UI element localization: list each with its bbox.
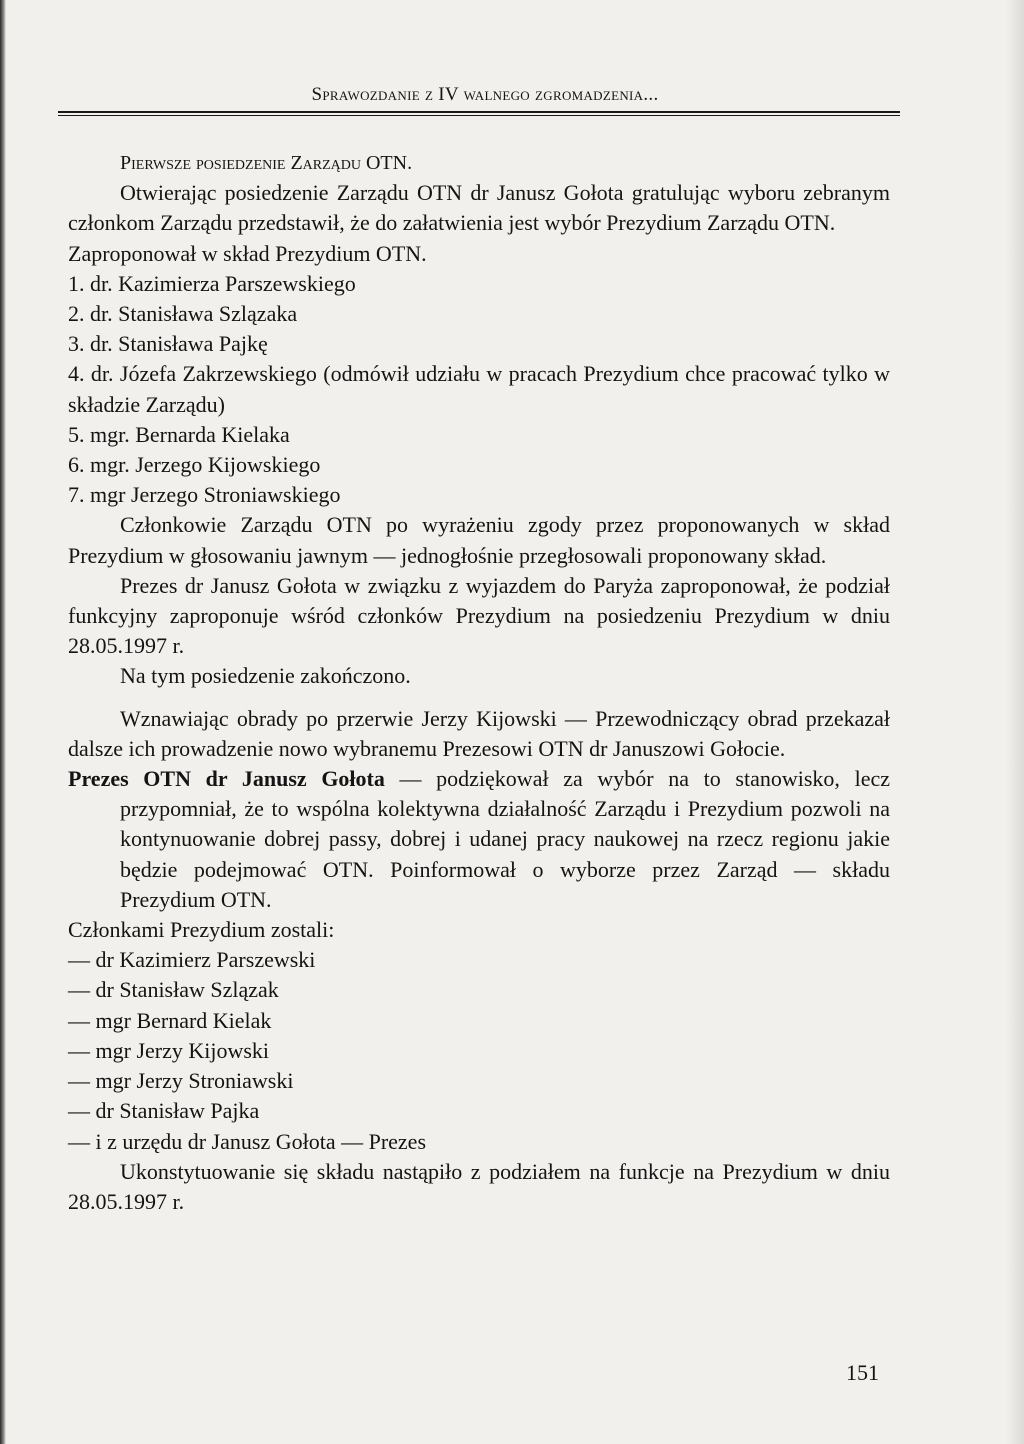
list-item: — mgr Jerzy Stroniawski	[68, 1068, 294, 1094]
final-paragraph: Ukonstytuowanie się składu nastąpiło z podziałem na funkcje na Prezydium w dniu 28.05.1997 r.	[68, 1158, 890, 1214]
resume-paragraph: Wznawiając obrady po przerwie Jerzy Kijowski — Przewodniczący obrad przekazał dalsze ich prowadzenie nowo wybranemu Prezesowi OTN dr Januszowi Gołocie.	[68, 705, 890, 761]
list-item: — i z urzędu dr Janusz Gołota — Prezes	[68, 1128, 427, 1154]
list-item: — dr Kazimierz Parszewski	[68, 947, 316, 973]
list-item: 2. dr. Stanisława Szlązaka	[68, 301, 298, 327]
section-title: Pierwsze posiedzenie Zarządu OTN.	[120, 152, 413, 174]
president-paragraph: Prezes dr Janusz Gołota w związku z wyjazdem do Paryża zaproponował, że podział funkcyjny zaproponuje wśród członków Prezydium na posiedzeniu Prezydium w dniu 28.05.1997 r.	[68, 572, 890, 659]
list-item: 5. mgr. Bernarda Kielaka	[68, 421, 290, 447]
page-header	[58, 84, 900, 116]
list-item: 7. mgr Jerzego Stroniawskiego	[68, 482, 341, 508]
president-name-bold: Prezes OTN dr Janusz Gołota	[68, 766, 385, 792]
thanks-text: — podziękował za wybór na to stanowisko, lecz przypomniał, że to wspólna kolektywna działalność Zarządu i Prezydium pozwoli na kontynuowanie dobrej passy, dobrej i udanej pracy naukowej na rzecz regionu jakie będzie podejmować OTN. Poinformował o wyborze przez Zarząd — składu Prezydium OTN.	[120, 766, 890, 912]
thanks-paragraph	[68, 764, 890, 915]
members-intro: Członkami Prezydium zostali:	[68, 917, 335, 943]
header-rule	[58, 111, 900, 116]
list-item: — mgr Jerzy Kijowski	[68, 1037, 270, 1063]
opening-paragraph: Otwierając posiedzenie Zarządu OTN dr Janusz Gołota gratulując wyboru zebranym członkom Zarządu przedstawił, że do załatwienia jest wybór Prezydium Zarządu OTN.	[68, 180, 890, 236]
proposal-line: Zaproponował w skład Prezydium OTN.	[68, 240, 427, 266]
list-item: 3. dr. Stanisława Pajkę	[68, 331, 268, 357]
page-body	[68, 148, 890, 1217]
list-item: — mgr Bernard Kielak	[68, 1007, 272, 1033]
page-edge-shadow-right	[1006, 0, 1024, 1444]
list-item: 1. dr. Kazimierza Parszewskiego	[68, 270, 356, 296]
page-number: 151	[846, 1360, 879, 1385]
list-item: — dr Stanisław Pajka	[68, 1098, 260, 1124]
elected-members-list	[68, 945, 890, 1156]
closing-line: Na tym posiedzenie zakończono.	[120, 663, 411, 689]
list-item: 4. dr. Józefa Zakrzewskiego (odmówił udziału w pracach Prezydium chce pracować tylko w składzie Zarządu)	[68, 361, 890, 417]
list-item: 6. mgr. Jerzego Kijowskiego	[68, 452, 321, 478]
vote-paragraph: Członkowie Zarządu OTN po wyrażeniu zgody przez proponowanych w skład Prezydium w głosowaniu jawnym — jednogłośnie przegłosowali proponowany skład.	[68, 512, 890, 568]
page-edge-shadow-left	[0, 0, 6, 1444]
proposed-members-list	[68, 269, 890, 511]
list-item: — dr Stanisław Szlązak	[68, 977, 279, 1003]
running-head: Sprawozdanie z IV walnego zgromadzenia...	[311, 84, 659, 105]
